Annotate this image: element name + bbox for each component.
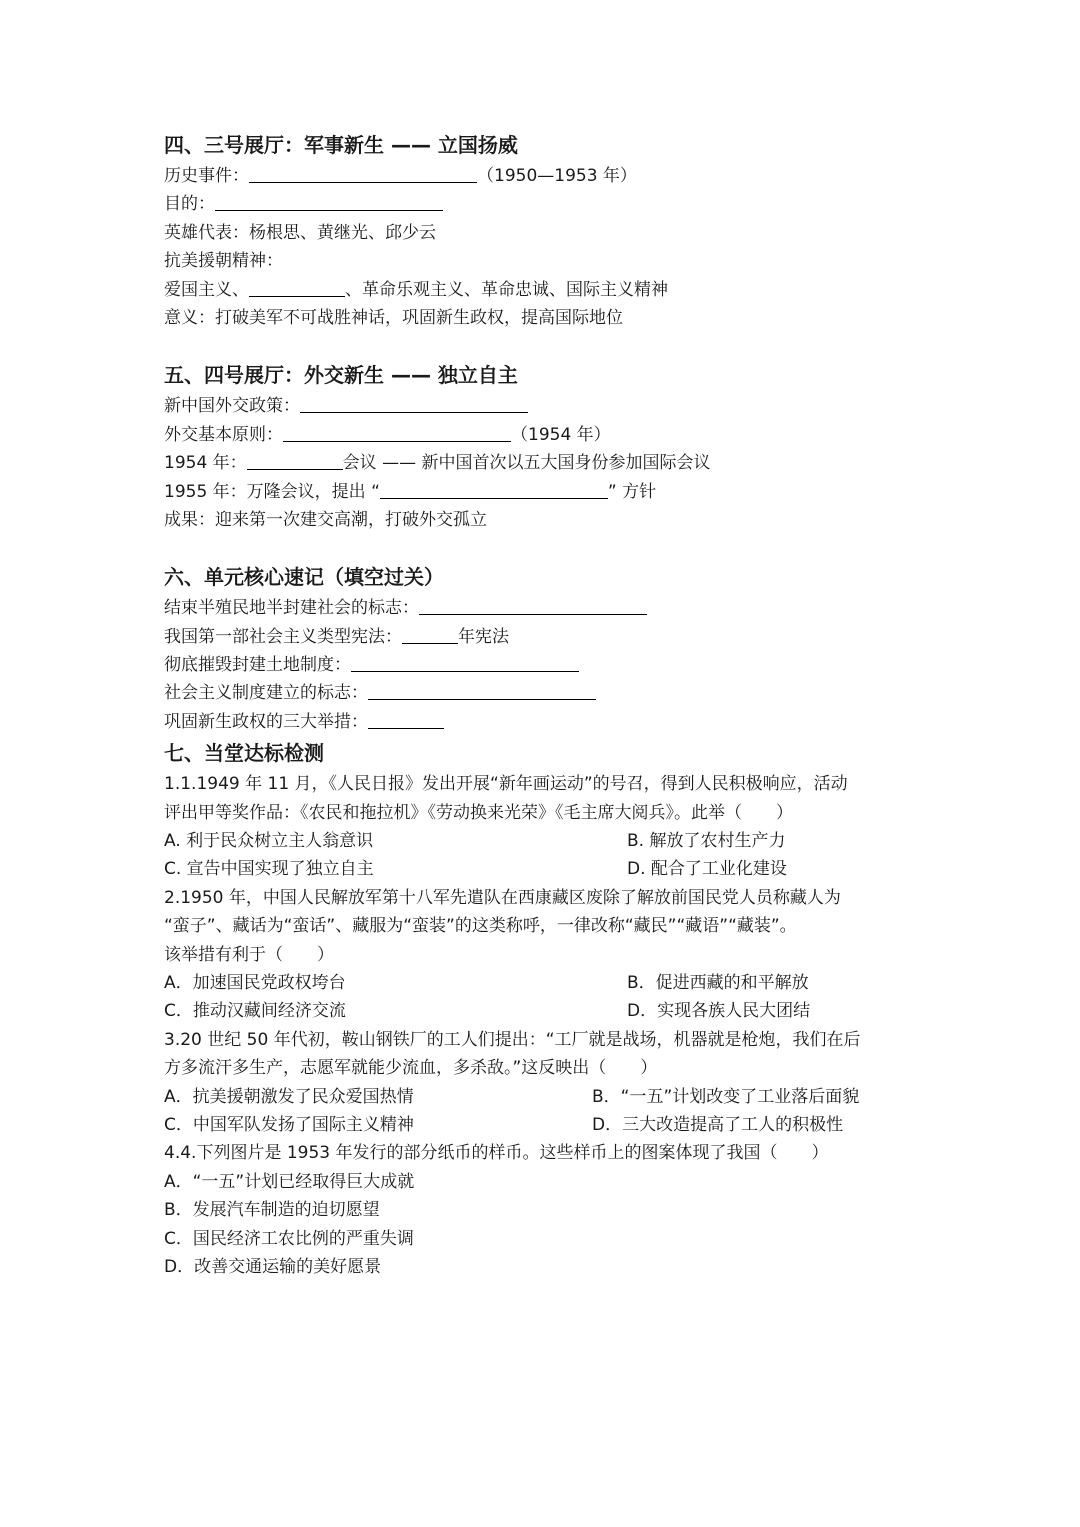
goal-label: 目的： xyxy=(164,194,215,215)
y1955-pre: 1955 年：万隆会议，提出 “ xyxy=(164,481,380,502)
core-q2-blank[interactable] xyxy=(402,625,458,644)
y1955-post: ” 方针 xyxy=(607,481,657,502)
section-7-title: 七、当堂达标检测 xyxy=(164,741,324,766)
q2-stem-line2: “蛮子”、藏话为“蛮话”、藏服为“蛮装”的这类称呼，一律改称“藏民”“藏语”“藏装”。 xyxy=(164,916,797,937)
q4-option-d[interactable]: D．改善交通运输的美好愿景 xyxy=(164,1256,382,1277)
y1954-post: 会议 —— 新中国首次以五大国身份参加国际会议 xyxy=(342,453,711,474)
q3-stem-line1: 3.20 世纪 50 年代初，鞍山钢铁厂的工人们提出：“工厂就是战场，机器就是枪炮，我们在后 xyxy=(164,1029,861,1050)
q1-option-d[interactable]: D. 配合了工业化建设 xyxy=(627,859,787,880)
core-q4-blank[interactable] xyxy=(368,681,596,700)
conference-1954-line xyxy=(164,449,924,477)
q3-option-a[interactable]: A．抗美援朝激发了民众爱国热情 xyxy=(164,1086,414,1107)
meaning-line: 意义：打破美军不可战胜神话，巩固新生政权，提高国际地位 xyxy=(164,307,623,328)
q1-option-b[interactable]: B. 解放了农村生产力 xyxy=(627,831,786,852)
spirit-blank[interactable] xyxy=(249,278,345,297)
spirit-line xyxy=(164,276,924,304)
q1-option-c[interactable]: C. 宣告中国实现了独立自主 xyxy=(164,859,374,880)
principle-blank[interactable] xyxy=(283,423,511,442)
core-q1-label: 结束半殖民地半封建社会的标志： xyxy=(164,598,419,619)
section-6-title: 六、单元核心速记（填空过关） xyxy=(164,565,444,590)
q3-options-ab xyxy=(164,1083,924,1111)
event-year: （1950—1953 年） xyxy=(477,166,637,186)
worksheet-page xyxy=(164,128,924,1281)
q3-stem-line2: 方多流汗多生产，志愿军就能少流血，多杀敌。”这反映出（ ） xyxy=(164,1058,658,1079)
q2-option-a[interactable]: A．加速国民党政权垮台 xyxy=(164,972,346,993)
core-q1 xyxy=(164,594,924,622)
q1-stem-line1: 1.1.1949 年 11 月，《人民日报》发出开展“新年画运动”的号召，得到人民积极响应，活动 xyxy=(164,774,848,795)
principle-label: 外交基本原则： xyxy=(164,424,283,445)
q1-options-cd xyxy=(164,855,924,883)
policy-label: 新中国外交政策： xyxy=(164,396,300,417)
core-q3-label: 彻底摧毁封建土地制度： xyxy=(164,655,351,676)
core-q5-blank[interactable] xyxy=(368,710,444,729)
principle-line xyxy=(164,421,924,449)
q2-stem-line3: 该举措有利于（ ） xyxy=(164,944,334,965)
core-q2-label: 我国第一部社会主义类型宪法： xyxy=(164,626,402,647)
q3-options-cd xyxy=(164,1111,924,1139)
result-line: 成果：迎来第一次建交高潮，打破外交孤立 xyxy=(164,509,487,530)
core-q5 xyxy=(164,708,924,736)
principle-year: （1954 年） xyxy=(511,424,611,445)
q3-option-c[interactable]: C．中国军队发扬了国际主义精神 xyxy=(164,1114,414,1135)
q4-option-c[interactable]: C．国民经济工农比例的严重失调 xyxy=(164,1228,414,1249)
conference-blank[interactable] xyxy=(247,451,343,470)
q2-options-cd xyxy=(164,997,924,1025)
core-q3 xyxy=(164,651,924,679)
core-q2 xyxy=(164,623,924,651)
q1-options-ab xyxy=(164,827,924,855)
core-q4-label: 社会主义制度建立的标志： xyxy=(164,683,368,704)
bandung-blank[interactable] xyxy=(380,480,608,499)
q2-stem-line1: 2.1950 年，中国人民解放军第十八军先遣队在西康藏区废除了解放前国民党人员称藏人为 xyxy=(164,887,841,908)
q2-option-c[interactable]: C．推动汉藏间经济交流 xyxy=(164,1001,346,1022)
q4-option-a[interactable]: A．“一五”计划已经取得巨大成就 xyxy=(164,1171,415,1192)
core-q2-suffix: 年宪法 xyxy=(458,626,509,647)
section-5-title: 五、四号展厅：外交新生 —— 独立自主 xyxy=(164,363,518,388)
section-4-title: 四、三号展厅：军事新生 —— 立国扬威 xyxy=(164,133,518,157)
q3-option-d[interactable]: D．三大改造提高了工人的积极性 xyxy=(592,1114,844,1135)
core-q4 xyxy=(164,679,924,707)
event-label: 历史事件： xyxy=(164,166,249,186)
q1-option-a[interactable]: A. 利于民众树立主人翁意识 xyxy=(164,831,374,852)
q4-option-b[interactable]: B．发展汽车制造的迫切愿望 xyxy=(164,1200,380,1221)
q1-stem-line2: 评出甲等奖作品：《农民和拖拉机》《劳动换来光荣》《毛主席大阅兵》。此举（ ） xyxy=(164,802,793,823)
goal-blank[interactable] xyxy=(215,192,443,211)
q2-options-ab xyxy=(164,969,924,997)
spirit-pre: 爱国主义、 xyxy=(164,279,249,300)
policy-blank[interactable] xyxy=(300,394,528,413)
q4-stem-line1: 4.4.下列图片是 1953 年发行的部分纸币的样币。这些样币上的图案体现了我国（ ） xyxy=(164,1143,829,1164)
spirit-post: 、革命乐观主义、革命忠诚、国际主义精神 xyxy=(345,279,668,300)
q2-option-b[interactable]: B．促进西藏的和平解放 xyxy=(627,972,809,993)
policy-line xyxy=(164,392,924,420)
event-blank[interactable] xyxy=(249,164,477,183)
bandung-1955-line xyxy=(164,478,924,506)
core-q3-blank[interactable] xyxy=(351,653,579,672)
q3-option-b[interactable]: B．“一五”计划改变了工业落后面貌 xyxy=(592,1086,860,1107)
q2-option-d[interactable]: D．实现各族人民大团结 xyxy=(627,1001,811,1022)
spirit-label: 抗美援朝精神： xyxy=(164,251,283,272)
core-q1-blank[interactable] xyxy=(419,596,647,615)
goal-line xyxy=(164,190,924,218)
y1954-pre: 1954 年： xyxy=(164,453,247,474)
event-line xyxy=(164,162,924,190)
core-q5-label: 巩固新生政权的三大举措： xyxy=(164,711,368,732)
heroes-line: 英雄代表：杨根思、黄继光、邱少云 xyxy=(164,222,436,243)
